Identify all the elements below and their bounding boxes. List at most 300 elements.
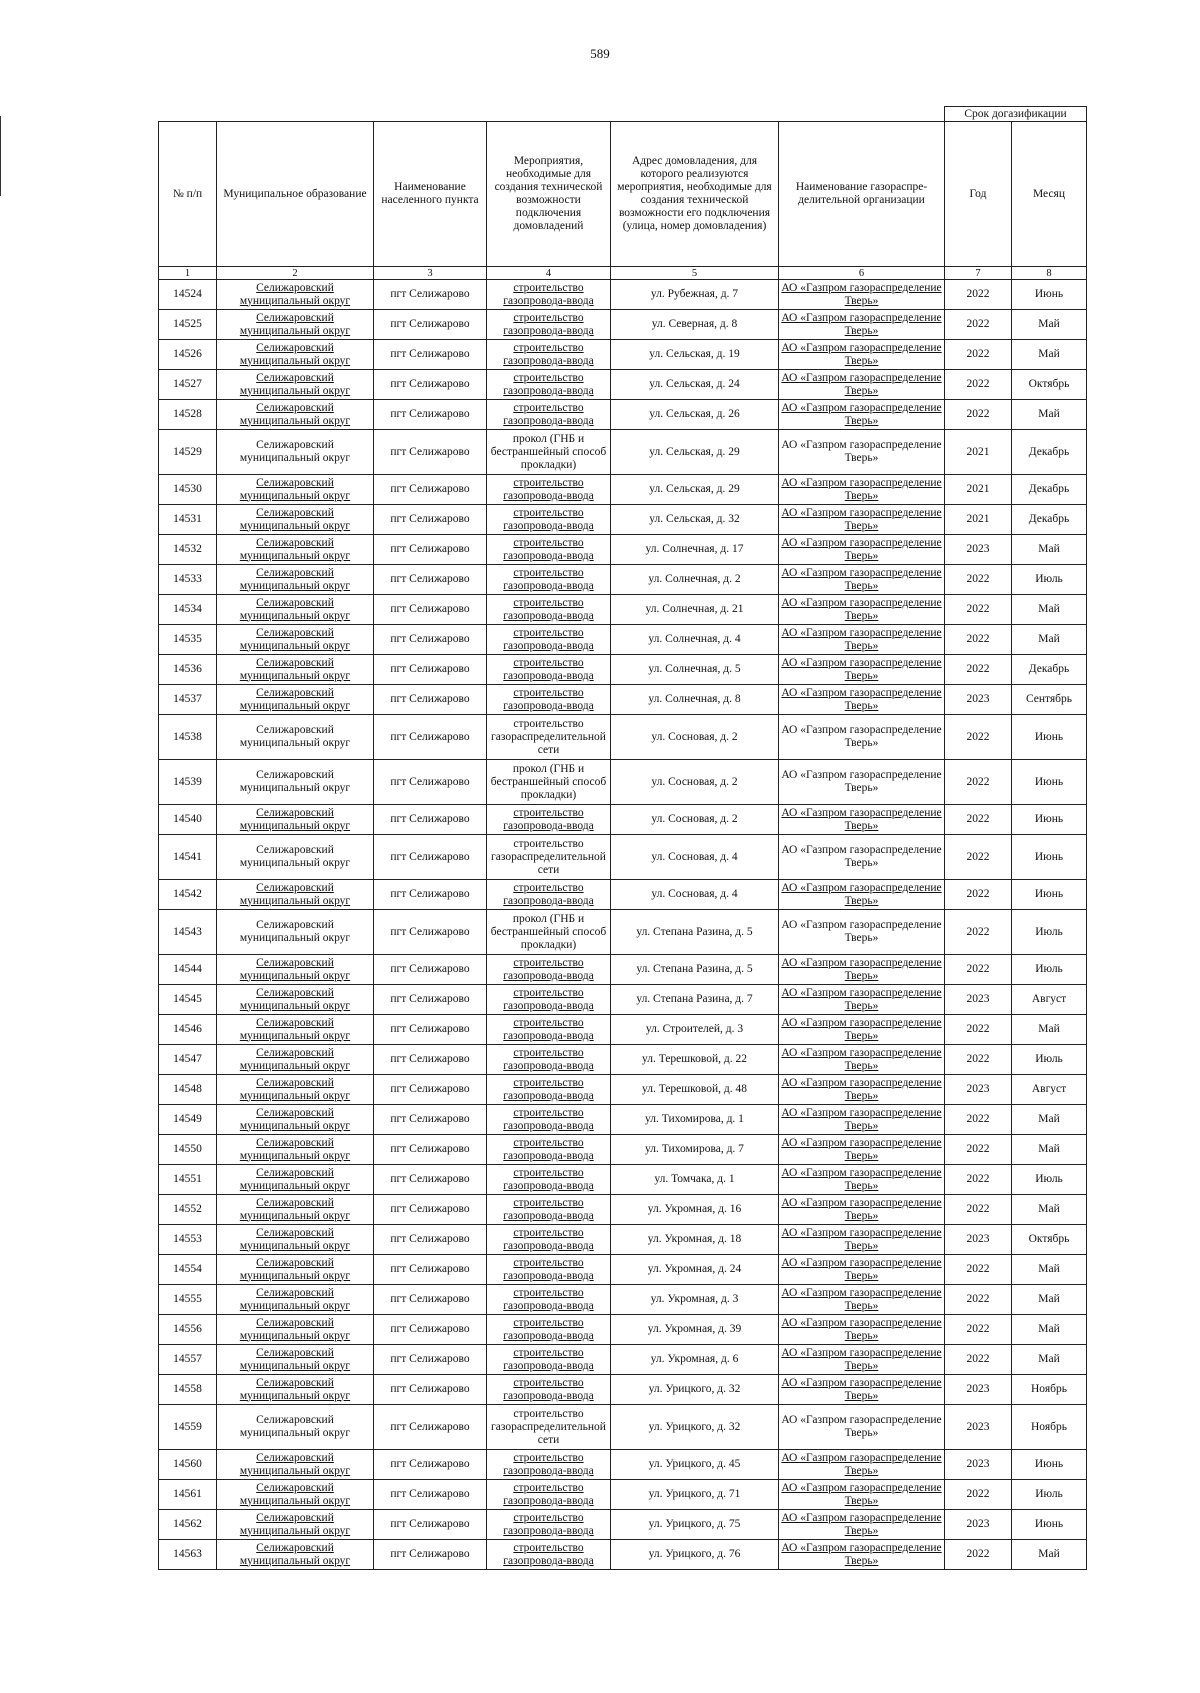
address-cell: ул. Укромная, д. 39 <box>611 1315 779 1345</box>
measure-cell: строительство газопровода-ввода <box>487 1135 611 1165</box>
month-cell: Ноябрь <box>1012 1405 1087 1450</box>
address-cell: ул. Солнечная, д. 5 <box>611 655 779 685</box>
organization-cell: АО «Газпром газораспределение Тверь» <box>779 625 945 655</box>
municipality-cell: Селижаровский муниципальный округ <box>217 910 374 955</box>
row-number: 14544 <box>159 955 217 985</box>
measure-cell: строительство газопровода-ввода <box>487 1105 611 1135</box>
address-cell: ул. Солнечная, д. 8 <box>611 685 779 715</box>
row-number: 14553 <box>159 1225 217 1255</box>
address-cell: ул. Северная, д. 8 <box>611 310 779 340</box>
month-cell: Июль <box>1012 565 1087 595</box>
municipality-cell: Селижаровский муниципальный округ <box>217 1255 374 1285</box>
table-row <box>159 685 1087 715</box>
page-number: 589 <box>590 46 610 61</box>
year-cell: 2022 <box>945 1315 1012 1345</box>
settlement-cell: пгт Селижарово <box>374 985 487 1015</box>
table-row <box>159 1540 1087 1570</box>
month-cell: Июнь <box>1012 715 1087 760</box>
table-row <box>159 1405 1087 1450</box>
row-number: 14548 <box>159 1075 217 1105</box>
header-empty-cell <box>159 107 945 122</box>
organization-cell: АО «Газпром газораспределение Тверь» <box>779 985 945 1015</box>
row-number: 14527 <box>159 370 217 400</box>
municipality-cell: Селижаровский муниципальный округ <box>217 955 374 985</box>
month-cell: Декабрь <box>1012 430 1087 475</box>
header-col-measures: Мероприятия, необходимые для создания технической возможности подключения домовладений <box>487 122 611 267</box>
address-cell: ул. Сельская, д. 32 <box>611 505 779 535</box>
municipality-cell: Селижаровский муниципальный округ <box>217 1480 374 1510</box>
column-number-label: 2 <box>217 267 374 280</box>
column-number-label: 6 <box>779 267 945 280</box>
year-cell: 2023 <box>945 1225 1012 1255</box>
year-cell: 2022 <box>945 880 1012 910</box>
row-number: 14526 <box>159 340 217 370</box>
month-cell: Май <box>1012 1105 1087 1135</box>
settlement-cell: пгт Селижарово <box>374 400 487 430</box>
row-number: 14538 <box>159 715 217 760</box>
measure-cell: строительство газопровода-ввода <box>487 370 611 400</box>
settlement-cell: пгт Селижарово <box>374 760 487 805</box>
organization-cell: АО «Газпром газораспределение Тверь» <box>779 880 945 910</box>
month-cell: Июль <box>1012 1480 1087 1510</box>
table-row <box>159 760 1087 805</box>
month-cell: Октябрь <box>1012 1225 1087 1255</box>
year-cell: 2022 <box>945 1540 1012 1570</box>
municipality-cell: Селижаровский муниципальный округ <box>217 1105 374 1135</box>
row-number: 14542 <box>159 880 217 910</box>
organization-cell: АО «Газпром газораспределение Тверь» <box>779 1480 945 1510</box>
municipality-cell: Селижаровский муниципальный округ <box>217 1045 374 1075</box>
year-cell: 2021 <box>945 430 1012 475</box>
measure-cell: строительство газопровода-ввода <box>487 400 611 430</box>
row-number: 14552 <box>159 1195 217 1225</box>
organization-cell: АО «Газпром газораспределение Тверь» <box>779 1225 945 1255</box>
table-row <box>159 1480 1087 1510</box>
address-cell: ул. Тихомирова, д. 7 <box>611 1135 779 1165</box>
settlement-cell: пгт Селижарово <box>374 1405 487 1450</box>
table-row <box>159 1165 1087 1195</box>
row-number: 14536 <box>159 655 217 685</box>
month-cell: Июль <box>1012 1045 1087 1075</box>
municipality-cell: Селижаровский муниципальный округ <box>217 1285 374 1315</box>
municipality-cell: Селижаровский муниципальный округ <box>217 685 374 715</box>
address-cell: ул. Солнечная, д. 21 <box>611 595 779 625</box>
table-row <box>159 370 1087 400</box>
column-number-label: 5 <box>611 267 779 280</box>
settlement-cell: пгт Селижарово <box>374 280 487 310</box>
table-row <box>159 1510 1087 1540</box>
header-col-organization: Наименование газораспре-делительной организации <box>779 122 945 267</box>
row-number: 14537 <box>159 685 217 715</box>
settlement-cell: пгт Селижарово <box>374 1375 487 1405</box>
table-row <box>159 1255 1087 1285</box>
settlement-cell: пгт Селижарово <box>374 475 487 505</box>
organization-cell: АО «Газпром газораспределение Тверь» <box>779 1405 945 1450</box>
municipality-cell: Селижаровский муниципальный округ <box>217 340 374 370</box>
header-col-address: Адрес домовладения, для которого реализуются мероприятия, необходимые для создания технической возможности его подключения (улица, номер домовладения) <box>611 122 779 267</box>
table-row <box>159 280 1087 310</box>
year-cell: 2022 <box>945 1135 1012 1165</box>
organization-cell: АО «Газпром газораспределение Тверь» <box>779 685 945 715</box>
year-cell: 2022 <box>945 835 1012 880</box>
row-number: 14541 <box>159 835 217 880</box>
measure-cell: строительство газопровода-ввода <box>487 955 611 985</box>
year-cell: 2022 <box>945 310 1012 340</box>
address-cell: ул. Укромная, д. 6 <box>611 1345 779 1375</box>
row-number: 14533 <box>159 565 217 595</box>
year-cell: 2022 <box>945 1015 1012 1045</box>
municipality-cell: Селижаровский муниципальный округ <box>217 595 374 625</box>
year-cell: 2022 <box>945 1165 1012 1195</box>
row-number: 14524 <box>159 280 217 310</box>
address-cell: ул. Сельская, д. 19 <box>611 340 779 370</box>
table-row <box>159 535 1087 565</box>
table-row <box>159 505 1087 535</box>
month-cell: Август <box>1012 1075 1087 1105</box>
municipality-cell: Селижаровский муниципальный округ <box>217 1405 374 1450</box>
month-cell: Октябрь <box>1012 370 1087 400</box>
table-row <box>159 1135 1087 1165</box>
address-cell: ул. Укромная, д. 24 <box>611 1255 779 1285</box>
measure-cell: строительство газопровода-ввода <box>487 1540 611 1570</box>
year-cell: 2023 <box>945 685 1012 715</box>
municipality-cell: Селижаровский муниципальный округ <box>217 985 374 1015</box>
organization-cell: АО «Газпром газораспределение Тверь» <box>779 1375 945 1405</box>
row-number: 14543 <box>159 910 217 955</box>
table-row <box>159 1015 1087 1045</box>
row-number: 14532 <box>159 535 217 565</box>
measure-cell: строительство газопровода-ввода <box>487 1480 611 1510</box>
gasification-table <box>158 106 1087 1570</box>
address-cell: ул. Сосновая, д. 2 <box>611 715 779 760</box>
year-cell: 2022 <box>945 715 1012 760</box>
measure-cell: строительство газораспределительной сети <box>487 715 611 760</box>
row-number: 14551 <box>159 1165 217 1195</box>
row-number: 14546 <box>159 1015 217 1045</box>
settlement-cell: пгт Селижарово <box>374 1450 487 1480</box>
organization-cell: АО «Газпром газораспределение Тверь» <box>779 1135 945 1165</box>
month-cell: Ноябрь <box>1012 1375 1087 1405</box>
organization-cell: АО «Газпром газораспределение Тверь» <box>779 1315 945 1345</box>
organization-cell: АО «Газпром газораспределение Тверь» <box>779 475 945 505</box>
measure-cell: строительство газопровода-ввода <box>487 1285 611 1315</box>
municipality-cell: Селижаровский муниципальный округ <box>217 1075 374 1105</box>
year-cell: 2022 <box>945 1345 1012 1375</box>
municipality-cell: Селижаровский муниципальный округ <box>217 1375 374 1405</box>
year-cell: 2022 <box>945 760 1012 805</box>
address-cell: ул. Степана Разина, д. 7 <box>611 985 779 1015</box>
organization-cell: АО «Газпром газораспределение Тверь» <box>779 535 945 565</box>
settlement-cell: пгт Селижарово <box>374 1045 487 1075</box>
header-col-year: Год <box>945 122 1012 267</box>
address-cell: ул. Степана Разина, д. 5 <box>611 955 779 985</box>
month-cell: Май <box>1012 1195 1087 1225</box>
address-cell: ул. Укромная, д. 3 <box>611 1285 779 1315</box>
settlement-cell: пгт Селижарово <box>374 430 487 475</box>
measure-cell: строительство газопровода-ввода <box>487 880 611 910</box>
year-cell: 2021 <box>945 505 1012 535</box>
settlement-cell: пгт Селижарово <box>374 340 487 370</box>
municipality-cell: Селижаровский муниципальный округ <box>217 280 374 310</box>
table-row <box>159 715 1087 760</box>
year-cell: 2022 <box>945 1480 1012 1510</box>
measure-cell: строительство газопровода-ввода <box>487 565 611 595</box>
organization-cell: АО «Газпром газораспределение Тверь» <box>779 310 945 340</box>
organization-cell: АО «Газпром газораспределение Тверь» <box>779 1195 945 1225</box>
measure-cell: строительство газопровода-ввода <box>487 655 611 685</box>
month-cell: Декабрь <box>1012 475 1087 505</box>
month-cell: Декабрь <box>1012 655 1087 685</box>
address-cell: ул. Урицкого, д. 32 <box>611 1405 779 1450</box>
municipality-cell: Селижаровский муниципальный округ <box>217 1165 374 1195</box>
row-number: 14559 <box>159 1405 217 1450</box>
measure-cell: строительство газораспределительной сети <box>487 1405 611 1450</box>
organization-cell: АО «Газпром газораспределение Тверь» <box>779 910 945 955</box>
table-row <box>159 805 1087 835</box>
table-row <box>159 1045 1087 1075</box>
year-cell: 2023 <box>945 535 1012 565</box>
month-cell: Июнь <box>1012 805 1087 835</box>
settlement-cell: пгт Селижарово <box>374 1165 487 1195</box>
table-row <box>159 655 1087 685</box>
year-cell: 2022 <box>945 400 1012 430</box>
settlement-cell: пгт Селижарово <box>374 715 487 760</box>
measure-cell: строительство газопровода-ввода <box>487 1165 611 1195</box>
month-cell: Май <box>1012 1345 1087 1375</box>
settlement-cell: пгт Селижарово <box>374 505 487 535</box>
row-number: 14557 <box>159 1345 217 1375</box>
header-col-municipality: Муниципальное образование <box>217 122 374 267</box>
table-row <box>159 565 1087 595</box>
year-cell: 2022 <box>945 565 1012 595</box>
address-cell: ул. Терешковой, д. 22 <box>611 1045 779 1075</box>
municipality-cell: Селижаровский муниципальный округ <box>217 625 374 655</box>
year-cell: 2022 <box>945 370 1012 400</box>
municipality-cell: Селижаровский муниципальный округ <box>217 1450 374 1480</box>
organization-cell: АО «Газпром газораспределение Тверь» <box>779 1450 945 1480</box>
municipality-cell: Селижаровский муниципальный округ <box>217 1540 374 1570</box>
column-number-label: 7 <box>945 267 1012 280</box>
address-cell: ул. Солнечная, д. 2 <box>611 565 779 595</box>
settlement-cell: пгт Селижарово <box>374 655 487 685</box>
measure-cell: строительство газопровода-ввода <box>487 1225 611 1255</box>
address-cell: ул. Рубежная, д. 7 <box>611 280 779 310</box>
table-row <box>159 955 1087 985</box>
measure-cell: прокол (ГНБ и бестраншейный способ прокладки) <box>487 430 611 475</box>
settlement-cell: пгт Селижарово <box>374 1285 487 1315</box>
row-number: 14549 <box>159 1105 217 1135</box>
municipality-cell: Селижаровский муниципальный округ <box>217 370 374 400</box>
organization-cell: АО «Газпром газораспределение Тверь» <box>779 505 945 535</box>
measure-cell: строительство газораспределительной сети <box>487 835 611 880</box>
address-cell: ул. Укромная, д. 18 <box>611 1225 779 1255</box>
row-number: 14530 <box>159 475 217 505</box>
table-row <box>159 1450 1087 1480</box>
organization-cell: АО «Газпром газораспределение Тверь» <box>779 655 945 685</box>
year-cell: 2022 <box>945 1285 1012 1315</box>
organization-cell: АО «Газпром газораспределение Тверь» <box>779 340 945 370</box>
measure-cell: строительство газопровода-ввода <box>487 685 611 715</box>
month-cell: Май <box>1012 595 1087 625</box>
address-cell: ул. Солнечная, д. 4 <box>611 625 779 655</box>
measure-cell: строительство газопровода-ввода <box>487 1375 611 1405</box>
settlement-cell: пгт Селижарово <box>374 1225 487 1255</box>
address-cell: ул. Сосновая, д. 2 <box>611 805 779 835</box>
table-row <box>159 1195 1087 1225</box>
settlement-cell: пгт Селижарово <box>374 1480 487 1510</box>
measure-cell: строительство газопровода-ввода <box>487 505 611 535</box>
organization-cell: АО «Газпром газораспределение Тверь» <box>779 955 945 985</box>
municipality-cell: Селижаровский муниципальный округ <box>217 880 374 910</box>
table-row <box>159 340 1087 370</box>
month-cell: Июль <box>1012 1165 1087 1195</box>
month-cell: Май <box>1012 1135 1087 1165</box>
measure-cell: строительство газопровода-ввода <box>487 1315 611 1345</box>
address-cell: ул. Сельская, д. 29 <box>611 475 779 505</box>
settlement-cell: пгт Селижарово <box>374 625 487 655</box>
table-row <box>159 595 1087 625</box>
year-cell: 2022 <box>945 1255 1012 1285</box>
table-row <box>159 910 1087 955</box>
table-body <box>159 280 1087 1570</box>
column-number-label: 4 <box>487 267 611 280</box>
column-number-label: 8 <box>1012 267 1087 280</box>
organization-cell: АО «Газпром газораспределение Тверь» <box>779 565 945 595</box>
column-number-label: 3 <box>374 267 487 280</box>
table-row <box>159 1105 1087 1135</box>
row-number: 14535 <box>159 625 217 655</box>
settlement-cell: пгт Селижарово <box>374 1345 487 1375</box>
measure-cell: строительство газопровода-ввода <box>487 280 611 310</box>
municipality-cell: Селижаровский муниципальный округ <box>217 505 374 535</box>
table-row <box>159 1375 1087 1405</box>
table-row <box>159 625 1087 655</box>
settlement-cell: пгт Селижарово <box>374 310 487 340</box>
address-cell: ул. Урицкого, д. 32 <box>611 1375 779 1405</box>
organization-cell: АО «Газпром газораспределение Тверь» <box>779 1045 945 1075</box>
address-cell: ул. Степана Разина, д. 5 <box>611 910 779 955</box>
month-cell: Июнь <box>1012 880 1087 910</box>
municipality-cell: Селижаровский муниципальный округ <box>217 1315 374 1345</box>
year-cell: 2023 <box>945 1405 1012 1450</box>
scan-edge-marks <box>0 116 3 196</box>
address-cell: ул. Терешковой, д. 48 <box>611 1075 779 1105</box>
settlement-cell: пгт Селижарово <box>374 910 487 955</box>
month-cell: Сентябрь <box>1012 685 1087 715</box>
organization-cell: АО «Газпром газораспределение Тверь» <box>779 1540 945 1570</box>
measure-cell: строительство газопровода-ввода <box>487 805 611 835</box>
organization-cell: АО «Газпром газораспределение Тверь» <box>779 835 945 880</box>
organization-cell: АО «Газпром газораспределение Тверь» <box>779 760 945 805</box>
organization-cell: АО «Газпром газораспределение Тверь» <box>779 1165 945 1195</box>
address-cell: ул. Сельская, д. 24 <box>611 370 779 400</box>
header-col-month: Месяц <box>1012 122 1087 267</box>
year-cell: 2022 <box>945 625 1012 655</box>
address-cell: ул. Урицкого, д. 75 <box>611 1510 779 1540</box>
municipality-cell: Селижаровский муниципальный округ <box>217 1015 374 1045</box>
row-number: 14547 <box>159 1045 217 1075</box>
settlement-cell: пгт Селижарово <box>374 880 487 910</box>
row-number: 14555 <box>159 1285 217 1315</box>
organization-cell: АО «Газпром газораспределение Тверь» <box>779 595 945 625</box>
table-row <box>159 310 1087 340</box>
settlement-cell: пгт Селижарово <box>374 1015 487 1045</box>
organization-cell: АО «Газпром газораспределение Тверь» <box>779 280 945 310</box>
measure-cell: строительство газопровода-ввода <box>487 625 611 655</box>
settlement-cell: пгт Селижарово <box>374 1195 487 1225</box>
year-cell: 2023 <box>945 1510 1012 1540</box>
header-col-settlement: Наименование населенного пункта <box>374 122 487 267</box>
settlement-cell: пгт Селижарово <box>374 1315 487 1345</box>
month-cell: Май <box>1012 625 1087 655</box>
organization-cell: АО «Газпром газораспределение Тверь» <box>779 1255 945 1285</box>
row-number: 14560 <box>159 1450 217 1480</box>
year-cell: 2022 <box>945 910 1012 955</box>
row-number: 14545 <box>159 985 217 1015</box>
year-cell: 2023 <box>945 985 1012 1015</box>
municipality-cell: Селижаровский муниципальный округ <box>217 475 374 505</box>
month-cell: Май <box>1012 1540 1087 1570</box>
month-cell: Июнь <box>1012 1450 1087 1480</box>
organization-cell: АО «Газпром газораспределение Тверь» <box>779 1345 945 1375</box>
table-row <box>159 880 1087 910</box>
settlement-cell: пгт Селижарово <box>374 1510 487 1540</box>
address-cell: ул. Сельская, д. 29 <box>611 430 779 475</box>
address-cell: ул. Сосновая, д. 4 <box>611 835 779 880</box>
month-cell: Июль <box>1012 910 1087 955</box>
organization-cell: АО «Газпром газораспределение Тверь» <box>779 1015 945 1045</box>
measure-cell: строительство газопровода-ввода <box>487 1345 611 1375</box>
measure-cell: строительство газопровода-ввода <box>487 340 611 370</box>
organization-cell: АО «Газпром газораспределение Тверь» <box>779 1105 945 1135</box>
settlement-cell: пгт Селижарово <box>374 805 487 835</box>
measure-cell: строительство газопровода-ввода <box>487 985 611 1015</box>
address-cell: ул. Сельская, д. 26 <box>611 400 779 430</box>
year-cell: 2022 <box>945 655 1012 685</box>
table-row <box>159 1075 1087 1105</box>
settlement-cell: пгт Селижарово <box>374 370 487 400</box>
year-cell: 2023 <box>945 1075 1012 1105</box>
month-cell: Май <box>1012 340 1087 370</box>
settlement-cell: пгт Селижарово <box>374 565 487 595</box>
month-cell: Май <box>1012 310 1087 340</box>
organization-cell: АО «Газпром газораспределение Тверь» <box>779 1285 945 1315</box>
year-cell: 2022 <box>945 1195 1012 1225</box>
measure-cell: строительство газопровода-ввода <box>487 1015 611 1045</box>
measure-cell: строительство газопровода-ввода <box>487 535 611 565</box>
month-cell: Май <box>1012 1315 1087 1345</box>
measure-cell: прокол (ГНБ и бестраншейный способ прокладки) <box>487 760 611 805</box>
measure-cell: строительство газопровода-ввода <box>487 1045 611 1075</box>
row-number: 14561 <box>159 1480 217 1510</box>
table-row <box>159 475 1087 505</box>
address-cell: ул. Урицкого, д. 76 <box>611 1540 779 1570</box>
table-header <box>159 107 1087 280</box>
table-row <box>159 1285 1087 1315</box>
year-cell: 2023 <box>945 1375 1012 1405</box>
organization-cell: АО «Газпром газораспределение Тверь» <box>779 1075 945 1105</box>
row-number: 14562 <box>159 1510 217 1540</box>
address-cell: ул. Тихомирова, д. 1 <box>611 1105 779 1135</box>
settlement-cell: пгт Селижарово <box>374 955 487 985</box>
address-cell: ул. Сосновая, д. 2 <box>611 760 779 805</box>
year-cell: 2022 <box>945 595 1012 625</box>
municipality-cell: Селижаровский муниципальный округ <box>217 760 374 805</box>
measure-cell: строительство газопровода-ввода <box>487 475 611 505</box>
municipality-cell: Селижаровский муниципальный округ <box>217 400 374 430</box>
header-column-numbers <box>159 267 1087 280</box>
measure-cell: строительство газопровода-ввода <box>487 1510 611 1540</box>
